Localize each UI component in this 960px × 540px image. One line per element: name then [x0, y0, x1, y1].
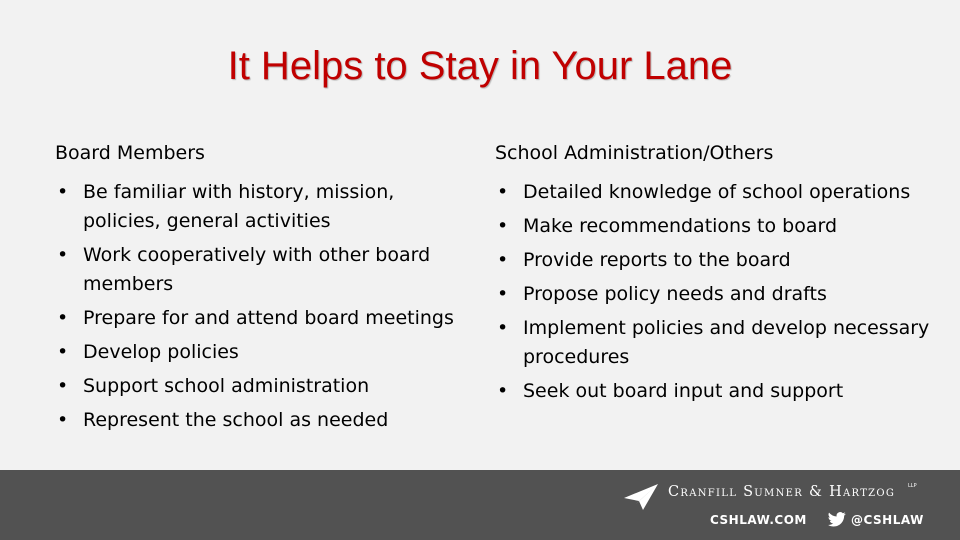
website-link[interactable]: CSHLAW.COM [710, 513, 807, 527]
brand-suffix: LLP [908, 483, 917, 489]
list-item: • Detailed knowledge of school operations [495, 178, 935, 207]
board-members-column [55, 140, 475, 440]
twitter-bird-icon [828, 512, 846, 527]
paper-plane-icon [623, 482, 659, 512]
list-item: • Support school administration [55, 372, 475, 401]
slide-title: It Helps to Stay in Your Lane [227, 44, 733, 88]
administration-column [495, 140, 935, 411]
list-item: • Be familiar with history, mission, policies, general activities [55, 178, 475, 236]
administration-heading: School Administration/Others [495, 142, 774, 164]
twitter-handle[interactable]: @CSHLAW [851, 513, 924, 527]
list-item: • Make recommendations to board [495, 212, 935, 241]
list-item: • Develop policies [55, 338, 475, 367]
footer-bar [0, 470, 960, 540]
list-item: • Implement policies and develop necessary procedures [495, 314, 935, 372]
list-item: • Seek out board input and support [495, 377, 935, 406]
board-members-list [55, 178, 475, 435]
list-item: • Propose policy needs and drafts [495, 280, 935, 309]
administration-list [495, 178, 935, 406]
board-members-heading: Board Members [55, 142, 205, 164]
list-item: • Work cooperatively with other board members [55, 241, 475, 299]
list-item: • Represent the school as needed [55, 406, 475, 435]
list-item: • Provide reports to the board [495, 246, 935, 275]
brand-name: Cranfill Sumner & Hartzog [668, 484, 896, 500]
list-item: • Prepare for and attend board meetings [55, 304, 475, 333]
